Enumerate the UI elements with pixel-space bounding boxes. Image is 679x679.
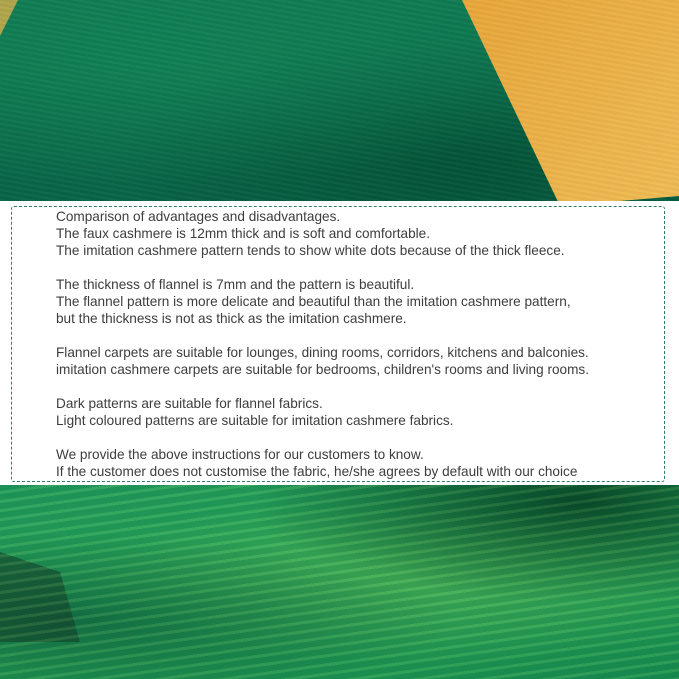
text-line: Comparison of advantages and disadvantages.: [56, 209, 341, 224]
text-line: The imitation cashmere pattern tends to show white dots because of the thick fleece.: [56, 243, 565, 258]
paragraph-pattern-suitability: [56, 395, 656, 429]
text-line: The thickness of flannel is 7mm and the pattern is beautiful.: [56, 277, 415, 292]
text-line: We provide the above instructions for our customers to know.: [56, 447, 424, 462]
fabric-texture: [0, 0, 679, 206]
fabric-texture: [0, 482, 679, 679]
text-line: Flannel carpets are suitable for lounges, dining rooms, corridors, kitchens and balconies.: [56, 345, 589, 360]
text-line: imitation cashmere carpets are suitable for bedrooms, children's rooms and living rooms.: [56, 362, 589, 377]
text-line: Light coloured patterns are suitable for imitation cashmere fabrics.: [56, 413, 454, 428]
green-gold-fabric-photo-top: [0, 0, 679, 206]
paragraph-flannel-thickness: [56, 276, 656, 327]
paragraph-comparison: [56, 208, 656, 259]
paragraph-room-suitability: [56, 344, 656, 378]
green-marble-fabric-photo-bottom: [0, 482, 679, 679]
text-line: The flannel pattern is more delicate and beautiful than the imitation cashmere pattern,: [56, 294, 571, 309]
text-line: The faux cashmere is 12mm thick and is soft and comfortable.: [56, 226, 430, 241]
text-line: If the customer does not customise the fabric, he/she agrees by default with our choice: [56, 464, 578, 479]
text-line: Dark patterns are suitable for flannel fabrics.: [56, 396, 323, 411]
paragraph-customer-note: [56, 446, 656, 480]
text-line: but the thickness is not as thick as the imitation cashmere.: [56, 311, 407, 326]
comparison-text: [56, 208, 656, 480]
